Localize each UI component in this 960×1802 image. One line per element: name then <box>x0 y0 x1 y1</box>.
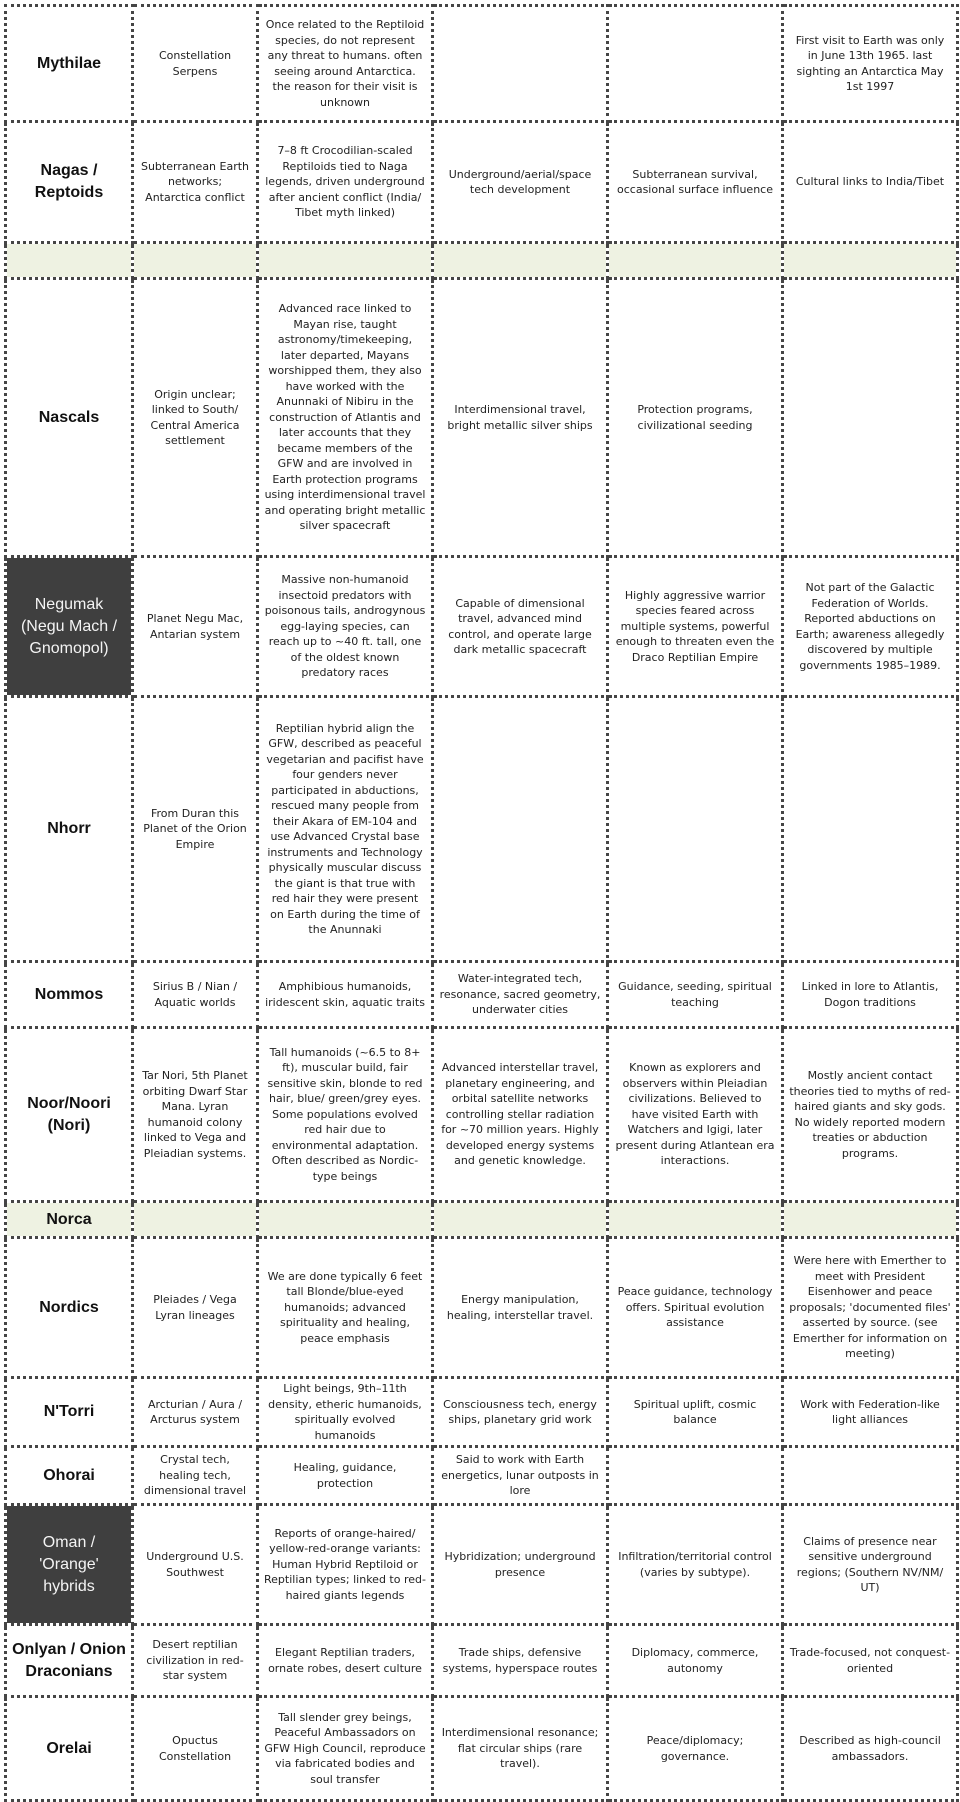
species-technology: Trade ships, defensive systems, hyperspace routes <box>433 1625 608 1697</box>
species-origin: Opuctus Constellation <box>133 1697 258 1801</box>
species-name: Nommos <box>6 962 133 1028</box>
species-description <box>258 1202 433 1238</box>
species-role <box>608 697 783 962</box>
species-description: Advanced race linked to Mayan rise, taught astronomy/timekeeping, later departed, Mayans worshipped them, they also have worked with the Anunnaki of Nibiru in the construction of Atlantis and later accounts that they became members of the GFW and are involved in Earth protection programs using interdimensional travel and operating bright metallic silver spacecraft <box>258 279 433 557</box>
species-table <box>4 4 959 1802</box>
species-name: Nordics <box>6 1238 133 1378</box>
species-origin: Underground U.S. Southwest <box>133 1505 258 1625</box>
table-row-nagas <box>6 122 958 243</box>
species-origin: Origin unclear; linked to South/ Central America settlement <box>133 279 258 557</box>
species-role: Peace/diplomacy; governance. <box>608 1697 783 1801</box>
species-name: Nagas / Reptoids <box>6 122 133 243</box>
species-description: Tall humanoids (~6.5 to 8+ ft), muscular build, fair sensitive skin, blonde to red hair, blue/ green/grey eyes. Some populations evolved red hair due to environmental adaptation. Often described as Nordic-type beings <box>258 1028 433 1202</box>
species-name: Nhorr <box>6 697 133 962</box>
species-technology: Underground/aerial/space tech development <box>433 122 608 243</box>
table-row-mythilae <box>6 6 958 122</box>
table-row-ohorai <box>6 1447 958 1505</box>
species-description: Healing, guidance, protection <box>258 1447 433 1505</box>
table-row-band <box>6 243 958 279</box>
table-row-noor <box>6 1028 958 1202</box>
species-origin: Tar Nori, 5th Planet orbiting Dwarf Star Mana. Lyran humanoid colony linked to Vega and Pleiadian systems. <box>133 1028 258 1202</box>
species-origin: Planet Negu Mac, Antarian system <box>133 557 258 697</box>
species-role: Spiritual uplift, cosmic balance <box>608 1378 783 1447</box>
species-description: Massive non-humanoid insectoid predators with poisonous tails, androgynous egg-laying species, can reach up to ~40 ft. tall, one of the oldest known predatory races <box>258 557 433 697</box>
species-origin <box>133 243 258 279</box>
species-role <box>608 6 783 122</box>
table-row-nhorr <box>6 697 958 962</box>
species-role: Diplomacy, commerce, autonomy <box>608 1625 783 1697</box>
species-notes: Cultural links to India/Tibet <box>783 122 958 243</box>
species-name: Onlyan / Onion Draconians <box>6 1625 133 1697</box>
species-name: Orelai <box>6 1697 133 1801</box>
species-name: Negumak (Negu Mach / Gnomopol) <box>6 557 133 697</box>
species-description: We are done typically 6 feet tall Blonde/blue-eyed humanoids; advanced spirituality and healing, peace emphasis <box>258 1238 433 1378</box>
table-row-nascals <box>6 279 958 557</box>
species-technology: Hybridization; underground presence <box>433 1505 608 1625</box>
species-notes <box>783 1447 958 1505</box>
species-name: N'Torri <box>6 1378 133 1447</box>
table-row-norca <box>6 1202 958 1238</box>
table-row-nommos <box>6 962 958 1028</box>
species-name: Mythilae <box>6 6 133 122</box>
species-technology <box>433 243 608 279</box>
species-name <box>6 243 133 279</box>
species-origin: Pleiades / Vega Lyran lineages <box>133 1238 258 1378</box>
table-row-oman <box>6 1505 958 1625</box>
species-notes <box>783 243 958 279</box>
species-notes: Described as high-council ambassadors. <box>783 1697 958 1801</box>
species-technology <box>433 697 608 962</box>
species-notes: Were here with Emerther to meet with President Eisenhower and peace proposals; 'documented files' asserted by source. (see Emerther for information on meeting) <box>783 1238 958 1378</box>
species-description: Tall slender grey beings, Peaceful Ambassadors on GFW High Council, reproduce via fabricated bodies and soul transfer <box>258 1697 433 1801</box>
species-origin: Sirius B / Nian / Aquatic worlds <box>133 962 258 1028</box>
species-description: Reports of orange-haired/ yellow-red-orange variants: Human Hybrid Reptiloid or Reptilian types; linked to red-haired giants legends <box>258 1505 433 1625</box>
species-notes: First visit to Earth was only in June 13th 1965. last sighting an Antarctica May 1st 1997 <box>783 6 958 122</box>
species-origin: Subterranean Earth networks; Antarctica conflict <box>133 122 258 243</box>
species-role <box>608 243 783 279</box>
species-notes <box>783 697 958 962</box>
table-row-negumak <box>6 557 958 697</box>
species-notes: Mostly ancient contact theories tied to myths of red-haired giants and sky gods. No widely reported modern treaties or abduction programs. <box>783 1028 958 1202</box>
species-description: Elegant Reptilian traders, ornate robes, desert culture <box>258 1625 433 1697</box>
species-description: Light beings, 9th–11th density, etheric humanoids, spiritually evolved humanoids <box>258 1378 433 1447</box>
species-name: Nascals <box>6 279 133 557</box>
species-description: Reptilian hybrid align the GFW, described as peaceful vegetarian and pacifist have four genders never participated in abductions, rescued many people from their Akara of EM-104 and use Advanced Crystal base instruments and Technology physically muscular discuss the giant is that true with red hair they were present on Earth during the time of the Anunnaki <box>258 697 433 962</box>
species-origin: Constellation Serpens <box>133 6 258 122</box>
species-notes: Claims of presence near sensitive underground regions; (Southern NV/NM/ UT) <box>783 1505 958 1625</box>
species-role <box>608 1202 783 1238</box>
species-description: Once related to the Reptiloid species, do not represent any threat to humans. often seeing around Antarctica. the reason for their visit is unknown <box>258 6 433 122</box>
species-name: Oman / 'Orange' hybrids <box>6 1505 133 1625</box>
species-notes: Work with Federation-like light alliances <box>783 1378 958 1447</box>
species-origin: Desert reptilian civilization in red-star system <box>133 1625 258 1697</box>
species-description: 7–8 ft Crocodilian-scaled Reptiloids tied to Naga legends, driven underground after ancient conflict (India/ Tibet myth linked) <box>258 122 433 243</box>
species-technology <box>433 1202 608 1238</box>
species-role: Subterranean survival, occasional surface influence <box>608 122 783 243</box>
species-technology: Interdimensional travel, bright metallic silver ships <box>433 279 608 557</box>
species-role: Infiltration/territorial control (varies by subtype). <box>608 1505 783 1625</box>
species-notes <box>783 279 958 557</box>
species-name: Noor/Noori (Nori) <box>6 1028 133 1202</box>
species-notes: Linked in lore to Atlantis, Dogon traditions <box>783 962 958 1028</box>
species-description: Amphibious humanoids, iridescent skin, aquatic traits <box>258 962 433 1028</box>
species-role <box>608 1447 783 1505</box>
species-technology: Interdimensional resonance; flat circular ships (rare travel). <box>433 1697 608 1801</box>
table-row-ntorri <box>6 1378 958 1447</box>
species-name: Ohorai <box>6 1447 133 1505</box>
species-role: Known as explorers and observers within Pleiadian civilizations. Believed to have visited Earth with Watchers and Igigi, later present during Atlantean era interactions. <box>608 1028 783 1202</box>
species-technology: Consciousness tech, energy ships, planetary grid work <box>433 1378 608 1447</box>
species-origin: Arcturian / Aura / Arcturus system <box>133 1378 258 1447</box>
table-row-onlyan <box>6 1625 958 1697</box>
species-technology: Advanced interstellar travel, planetary engineering, and orbital satellite networks controlling stellar radiation for ~70 million years. Highly developed energy systems and genetic knowledge. <box>433 1028 608 1202</box>
species-role: Guidance, seeding, spiritual teaching <box>608 962 783 1028</box>
species-notes: Trade-focused, not conquest-oriented <box>783 1625 958 1697</box>
species-notes <box>783 1202 958 1238</box>
species-name: Norca <box>6 1202 133 1238</box>
species-technology: Said to work with Earth energetics, lunar outposts in lore <box>433 1447 608 1505</box>
species-role: Peace guidance, technology offers. Spiritual evolution assistance <box>608 1238 783 1378</box>
species-technology: Energy manipulation, healing, interstellar travel. <box>433 1238 608 1378</box>
species-origin: From Duran this Planet of the Orion Empire <box>133 697 258 962</box>
species-origin <box>133 1202 258 1238</box>
species-origin: Crystal tech, healing tech, dimensional travel <box>133 1447 258 1505</box>
species-description <box>258 243 433 279</box>
species-technology: Water-integrated tech, resonance, sacred geometry, underwater cities <box>433 962 608 1028</box>
species-technology <box>433 6 608 122</box>
table-row-orelai <box>6 1697 958 1801</box>
species-notes: Not part of the Galactic Federation of Worlds. Reported abductions on Earth; awareness allegedly discovered by multiple governments 1985–1989. <box>783 557 958 697</box>
species-technology: Capable of dimensional travel, advanced mind control, and operate large dark metallic spacecraft <box>433 557 608 697</box>
species-role: Protection programs, civilizational seeding <box>608 279 783 557</box>
table-row-nordics <box>6 1238 958 1378</box>
species-role: Highly aggressive warrior species feared across multiple systems, powerful enough to threaten even the Draco Reptilian Empire <box>608 557 783 697</box>
